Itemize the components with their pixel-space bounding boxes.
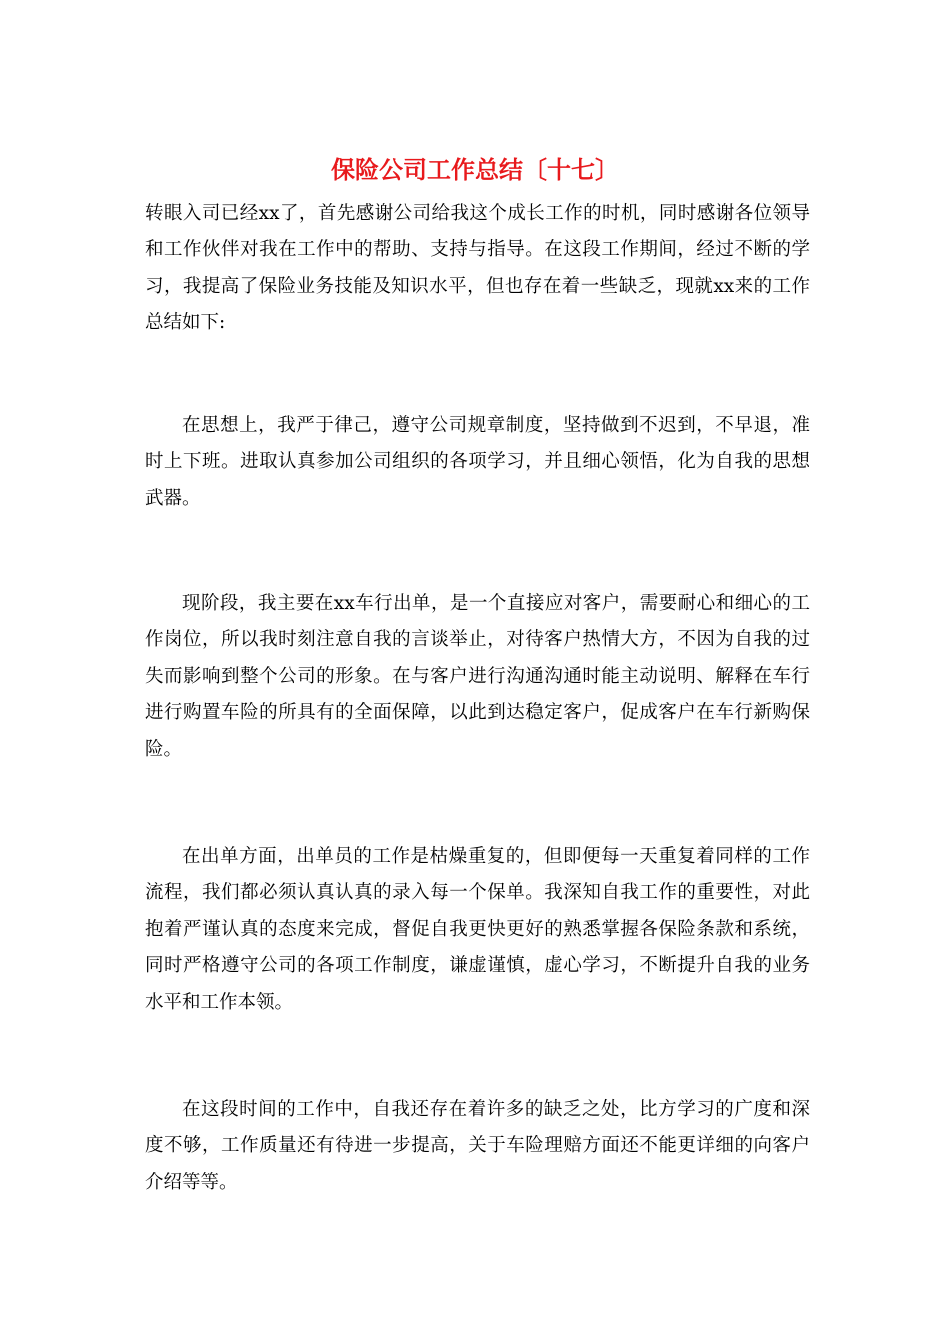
- paragraph-shortcomings: 在这段时间的工作中，自我还存在着许多的缺乏之处，比方学习的广度和深度不够，工作质量还有待进一步提高，关于车险理赔方面还不能更详细的向客户介绍等等。: [145, 1099, 810, 1193]
- paragraph-thought: 在思想上，我严于律己，遵守公司规章制度，坚持做到不迟到，不早退，准时上下班。进取认真参加公司组织的各项学习，并且细心领悟，化为自我的思想武器。: [145, 415, 810, 509]
- paragraph-current-stage: 现阶段，我主要在xx车行出单，是一个直接应对客户，需要耐心和细心的工作岗位，所以我时刻注意自我的言谈举止，对待客户热情大方，不因为自我的过失而影响到整个公司的形象。在与客户进行沟通沟通时能主动说明、解释在车行进行购置车险的所具有的全面保障，以此到达稳定客户，促成客户在车行新购保险。: [145, 593, 810, 760]
- document-title: 保险公司工作总结〔十七〕: [331, 155, 619, 184]
- paragraph-intro: 转眼入司已经xx了，首先感谢公司给我这个成长工作的时机，同时感谢各位领导和工作伙伴对我在工作中的帮助、支持与指导。在这段工作期间，经过不断的学习，我提高了保险业务技能及知识水平，但也存在着一些缺乏，现就xx来的工作总结如下:: [145, 203, 810, 334]
- paragraph-issuing: 在出单方面，出单员的工作是枯燥重复的，但即便每一天重复着同样的工作流程，我们都必须认真认真的录入每一个保单。我深知自我工作的重要性，对此抱着严谨认真的态度来完成，督促自我更快更好的熟悉掌握各保险条款和系统，同时严格遵守公司的各项工作制度，谦虚谨慎，虚心学习，不断提升自我的业务水平和工作本领。: [145, 846, 810, 1013]
